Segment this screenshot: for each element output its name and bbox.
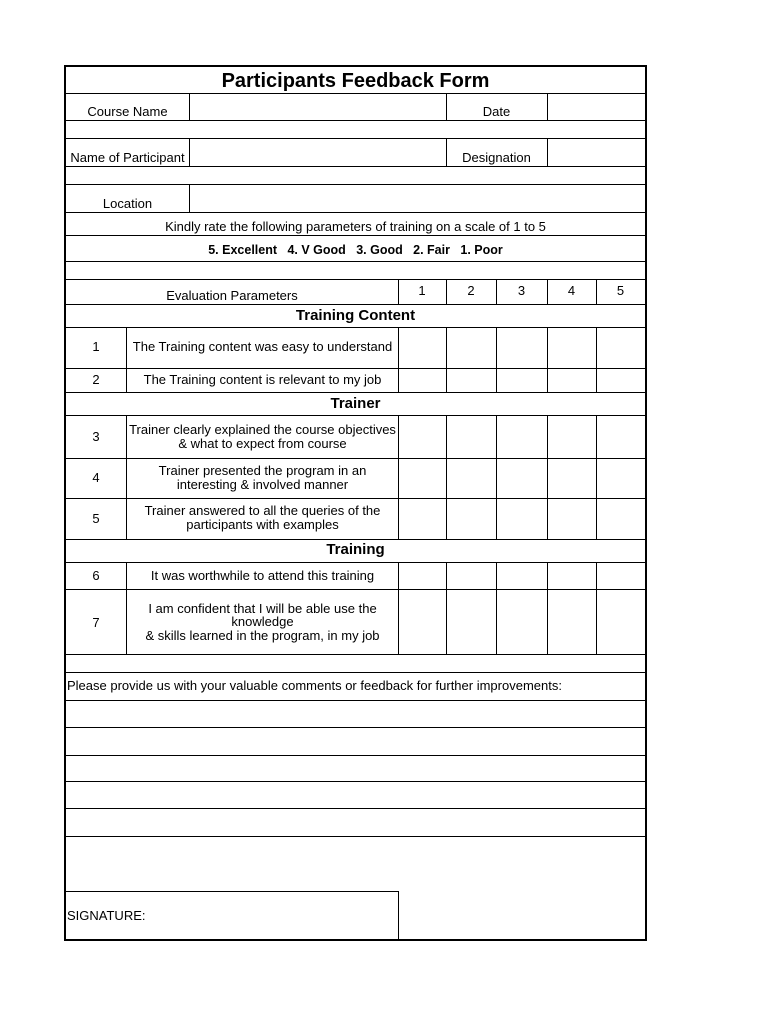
item-text: I am confident that I will be able use the — [148, 601, 377, 616]
date-field[interactable] — [548, 95, 645, 119]
item-number: 5 — [92, 511, 100, 526]
course-name-field[interactable] — [190, 95, 445, 119]
evaluation-parameters-header: Evaluation Parameters — [166, 288, 298, 303]
designation-field[interactable] — [548, 140, 645, 165]
section-title-trainer: Trainer — [330, 395, 381, 412]
col-divider — [596, 415, 597, 540]
row-divider — [66, 458, 645, 459]
col-divider — [446, 327, 447, 393]
row-divider — [66, 261, 645, 262]
rating-scale-legend: 5. Excellent 4. V Good 3. Good 2. Fair 1. Poor — [208, 243, 503, 257]
row-divider — [66, 120, 645, 121]
item-text: The Training content was easy to understand — [132, 339, 393, 354]
col-divider — [446, 562, 447, 655]
row-divider — [66, 415, 645, 416]
location-label: Location — [102, 196, 153, 211]
signature-label: SIGNATURE: — [67, 908, 146, 923]
row-divider — [66, 654, 645, 655]
comments-area[interactable] — [67, 701, 645, 835]
rating-header-2: 2 — [467, 283, 475, 298]
comments-prompt: Please provide us with your valuable comments or feedback for further improvements: — [67, 678, 562, 693]
item-text: & what to expect from course — [178, 436, 347, 451]
item-text: Trainer presented the program in an — [158, 463, 367, 478]
rating-header-5: 5 — [616, 283, 625, 298]
item-text: interesting & involved manner — [176, 477, 349, 492]
row-divider — [66, 184, 645, 185]
col-divider — [398, 562, 399, 655]
col-divider — [547, 327, 548, 393]
course-name-label: Course Name — [87, 104, 168, 119]
row-divider — [66, 304, 645, 305]
col-divider — [596, 562, 597, 655]
col-divider — [547, 562, 548, 655]
row-divider — [66, 539, 645, 540]
row-divider — [66, 212, 645, 213]
participant-name-field[interactable] — [190, 140, 445, 165]
section-title-training-content: Training Content — [295, 307, 416, 324]
row-divider — [66, 93, 645, 94]
section-title-training: Training — [326, 541, 385, 558]
item-number: 2 — [92, 372, 100, 387]
row-divider — [66, 589, 645, 590]
row-divider — [66, 562, 645, 563]
row-divider — [66, 836, 645, 837]
row-divider — [66, 327, 645, 328]
item-text: participants with examples — [186, 517, 339, 532]
row-divider — [66, 138, 645, 139]
col-divider — [496, 562, 497, 655]
col-divider — [496, 415, 497, 540]
participant-name-label: Name of Participant — [70, 150, 185, 165]
row-divider — [66, 279, 645, 280]
item-number: 7 — [92, 615, 100, 630]
signature-box-edge — [398, 891, 399, 941]
col-divider — [596, 327, 597, 393]
date-label: Date — [482, 104, 511, 119]
row-divider — [66, 368, 645, 369]
item-number: 4 — [92, 470, 100, 485]
form-title: Participants Feedback Form — [221, 70, 490, 92]
item-text: Trainer answered to all the queries of the — [144, 503, 381, 518]
row-divider — [66, 166, 645, 167]
signature-box-top — [66, 891, 398, 892]
rating-header-4: 4 — [567, 283, 576, 298]
item-number: 3 — [92, 429, 100, 444]
col-divider — [547, 415, 548, 540]
location-field[interactable] — [190, 186, 645, 211]
rating-instruction: Kindly rate the following parameters of training on a scale of 1 to 5 — [165, 219, 546, 234]
item-text: knowledge — [231, 614, 294, 629]
item-number: 1 — [92, 339, 100, 354]
row-divider — [66, 392, 645, 393]
rating-header-1: 1 — [418, 283, 426, 298]
item-text: Trainer clearly explained the course objectives — [129, 422, 396, 437]
feedback-form — [64, 65, 647, 941]
item-text: The Training content is relevant to my job — [143, 372, 382, 387]
row-divider — [66, 235, 645, 236]
row-divider — [66, 672, 645, 673]
col-divider — [496, 327, 497, 393]
rating-header-3: 3 — [517, 283, 526, 298]
item-text: & skills learned in the program, in my job — [145, 628, 380, 643]
col-divider — [398, 415, 399, 540]
col-divider — [446, 415, 447, 540]
row-divider — [66, 498, 645, 499]
col-divider — [398, 327, 399, 393]
designation-label: Designation — [462, 150, 531, 165]
item-number: 6 — [92, 568, 100, 583]
signature-field[interactable] — [166, 893, 396, 939]
item-text: It was worthwhile to attend this training — [150, 568, 375, 583]
